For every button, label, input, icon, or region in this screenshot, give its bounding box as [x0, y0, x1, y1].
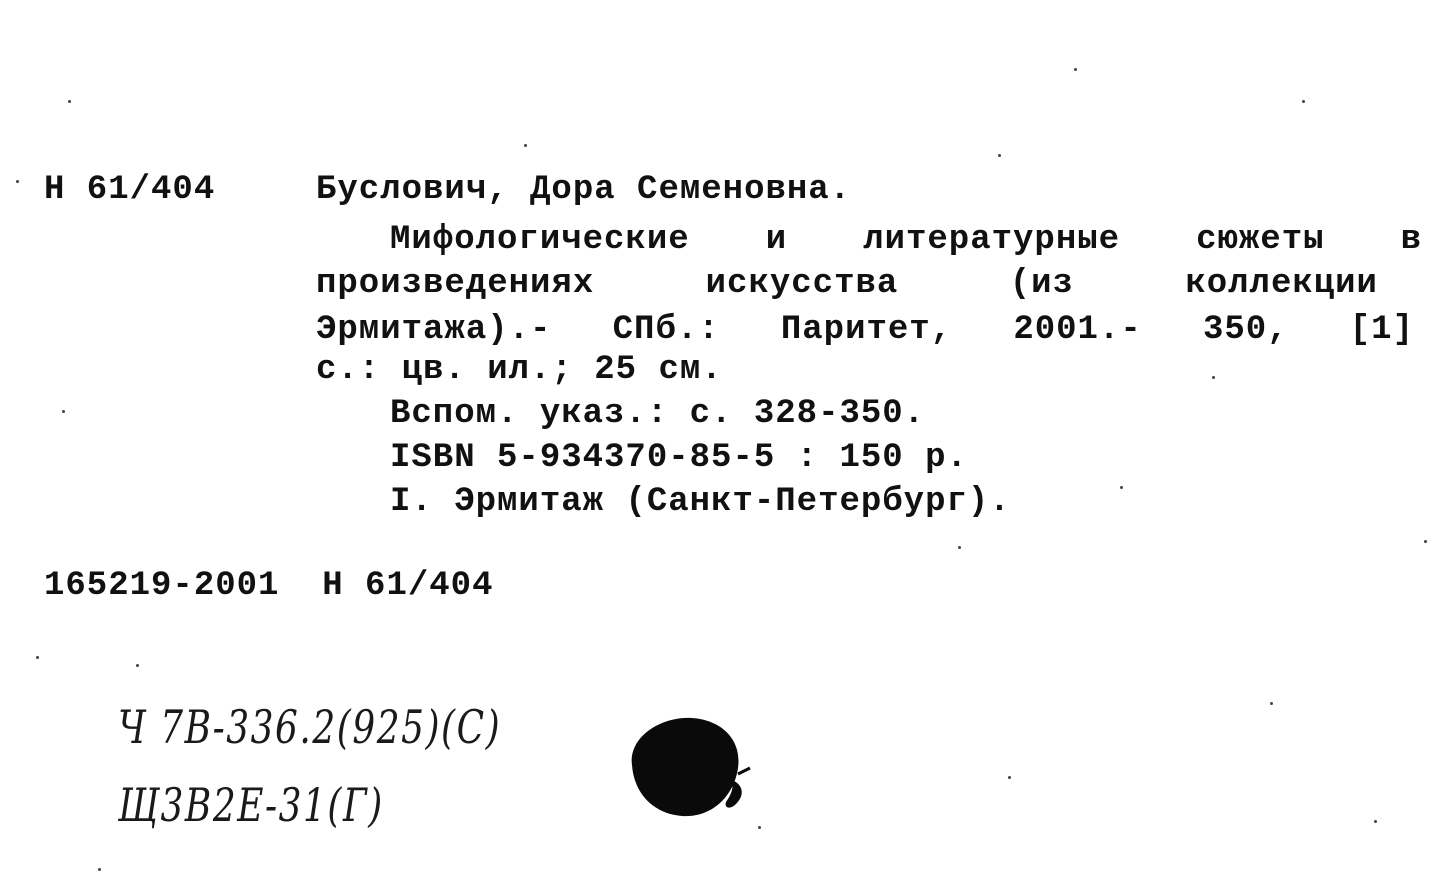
speckle — [758, 826, 761, 829]
index-note: Вспом. указ.: с. 328-350. — [390, 395, 926, 433]
speckle — [524, 144, 527, 147]
word: коллекции — [1185, 265, 1378, 303]
title-line-1 — [390, 220, 1422, 260]
word: Эрмитажа).- — [316, 311, 552, 349]
word: [1] — [1349, 311, 1414, 349]
speckle — [1120, 486, 1123, 489]
title-line-3 — [316, 310, 1414, 350]
author-heading: Буслович, Дора Семеновна. — [316, 171, 852, 209]
ink-blot-icon — [620, 710, 760, 825]
word: 2001.- — [1013, 311, 1142, 349]
handwritten-classification-1: Ч 7В-336.2(925)(С) — [118, 700, 502, 754]
speckle — [1074, 68, 1077, 71]
word: Мифологические — [390, 221, 690, 259]
speckle — [1008, 776, 1011, 779]
word: 350, — [1202, 311, 1289, 349]
isbn-price: ISBN 5-934370-85-5 : 150 р. — [390, 439, 968, 477]
word: сюжеты — [1196, 221, 1325, 259]
word: искусства — [705, 265, 899, 303]
speckle — [1374, 820, 1377, 823]
word: в — [1400, 221, 1422, 259]
speckle — [1270, 702, 1273, 705]
word: (из — [1009, 265, 1074, 303]
word: литературные — [863, 221, 1121, 259]
shelfmark: Н 61/404 — [44, 171, 216, 209]
word: Паритет, — [780, 311, 953, 349]
speckle — [136, 664, 139, 667]
speckle — [958, 546, 961, 549]
accession-number: 165219-2001 Н 61/404 — [44, 567, 494, 605]
subject-heading: I. Эрмитаж (Санкт-Петербург). — [390, 483, 1011, 521]
word: произведениях — [316, 265, 595, 303]
speckle — [1212, 376, 1215, 379]
title-line-2 — [316, 264, 1378, 304]
word: и — [765, 221, 788, 259]
speckle — [16, 180, 19, 183]
speckle — [98, 868, 101, 871]
speckle — [36, 656, 39, 659]
speckle — [1424, 540, 1427, 543]
handwritten-classification-2: Щ3В2Е-31(Г) — [118, 778, 384, 832]
speckle — [998, 154, 1001, 157]
title-line-4: с.: цв. ил.; 25 см. — [316, 351, 723, 389]
speckle — [68, 100, 71, 103]
word: СПб.: — [612, 311, 720, 349]
speckle — [62, 410, 65, 413]
speckle — [1302, 100, 1305, 103]
